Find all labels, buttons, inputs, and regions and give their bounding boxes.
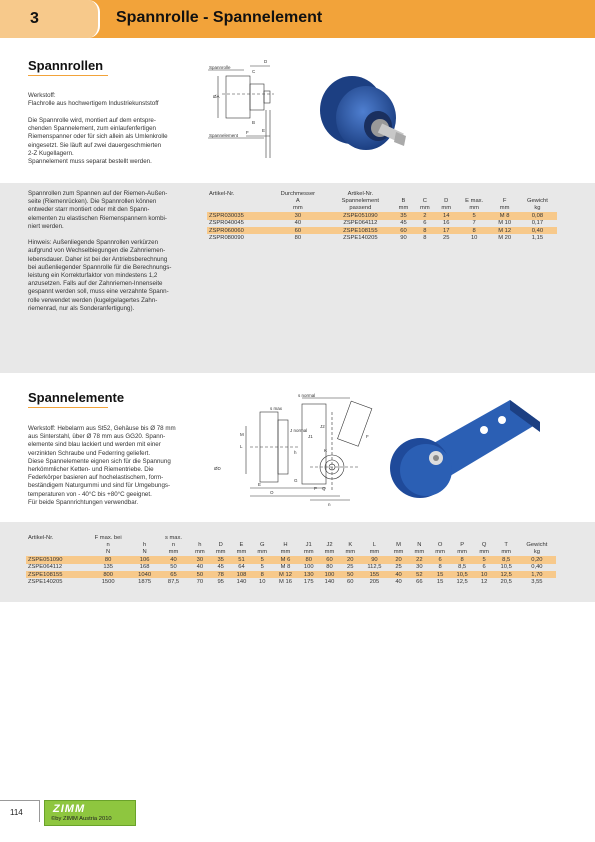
table-cell: 175: [303, 579, 314, 586]
table-row: [26, 556, 556, 563]
table-cell: [361, 534, 388, 541]
table-cell: mm: [499, 205, 510, 212]
section-title-rollen: Spannrollen: [28, 58, 108, 76]
table-cell: D: [444, 198, 449, 205]
table-cell: 35: [393, 212, 414, 219]
table-cell: [26, 549, 85, 556]
info-line: bei außenliegender Spannrolle für die Berechnungs-: [28, 263, 172, 271]
table-unit-row: [207, 205, 557, 212]
table-cell: 40: [196, 564, 204, 571]
table-cell: 64: [238, 564, 245, 571]
table-cell: J1: [305, 542, 312, 549]
label-n: n: [328, 502, 331, 507]
table-cell: 0,17: [531, 220, 544, 227]
label-p: P: [314, 486, 318, 491]
table-cell: 6: [482, 564, 486, 571]
info-line: Spannrollen zum Spannen auf der Riemen-Außen-: [28, 190, 168, 197]
table-cell: mm: [257, 549, 268, 556]
info-line: seite (Riemenrücken). Die Spannrollen können: [28, 198, 157, 206]
table-cell: F: [502, 198, 507, 205]
table-cell: mm: [501, 549, 512, 556]
desc-line: Diese Spannelemente eignen sich für die Spannung: [28, 457, 171, 465]
table-cell: [273, 534, 299, 541]
table-cell: ZSPE108155: [328, 227, 393, 234]
table-cell: 90: [400, 235, 407, 242]
table-row: [207, 227, 557, 234]
table-cell: 10: [470, 235, 478, 242]
table-cell: 7: [472, 220, 476, 227]
table-cell: kg: [534, 205, 541, 212]
table-cell: M 8: [280, 564, 291, 571]
table-cell: Gewicht: [526, 542, 548, 549]
table-cell: 1,15: [531, 235, 544, 242]
table-cell: M 10: [498, 220, 512, 227]
table-cell: 10: [259, 579, 266, 586]
table-header-row: [207, 197, 557, 204]
desc-line: beständigem Naturgummi und sind für Umgebungs-: [28, 482, 171, 490]
table-cell: O: [437, 542, 443, 549]
table-cell: mm: [293, 205, 303, 212]
rollen-material: [28, 92, 208, 108]
table-cell: ZSPE051090: [328, 212, 393, 219]
table-cell: [319, 534, 340, 541]
table-cell: E: [239, 542, 244, 549]
table-cell: kg: [533, 549, 540, 556]
table-cell: mm: [398, 205, 409, 212]
info-line: riemenrad, nur als Sonderanfertigung).: [28, 304, 135, 312]
table-cell: ZSPE064112: [343, 220, 378, 227]
table-cell: [491, 190, 517, 197]
label-l: L: [240, 444, 243, 449]
table-cell: 80: [298, 556, 319, 563]
table-cell: [340, 534, 361, 541]
info-line: leistung ein Korrekturfaktor von mindestens 1,2: [28, 272, 158, 280]
table-cell: Artikel-Nr.: [28, 534, 54, 541]
zimm-logo: [44, 800, 136, 826]
table-cell: [207, 197, 268, 204]
table-cell: mm: [469, 205, 479, 212]
table-cell: 70: [196, 579, 204, 586]
table-cell: 8: [414, 227, 435, 234]
desc-line: Spannelement muss separat bestellt werden.: [28, 158, 152, 166]
table-cell: n: [106, 542, 110, 549]
table-cell: M 12: [491, 227, 517, 234]
table-row: [207, 220, 557, 227]
table-cell: h: [198, 542, 202, 549]
table-cell: L: [372, 542, 377, 549]
table-cell: 140: [324, 579, 335, 586]
label-m: M: [240, 432, 244, 437]
copyright: ©by ZIMM Austria 2010: [51, 816, 112, 822]
table-cell: 80: [294, 235, 302, 242]
table-cell: 30: [190, 556, 211, 563]
table-cell: B: [401, 198, 406, 205]
label-d: D: [264, 59, 268, 64]
table-cell: 60: [268, 227, 328, 234]
table-cell: 60: [347, 579, 354, 586]
desc-line: aus Sinterstahl, über Ø 78 mm aus GG20. Spann-: [28, 433, 166, 441]
table-cell: 45: [400, 220, 407, 227]
table-cell: ZSPE108155: [26, 571, 85, 578]
table-row: [26, 578, 556, 585]
table-cell: mm: [324, 549, 335, 556]
desc-line: eingesetzt. Sie läuft auf zwei dauergeschmierten: [28, 141, 162, 149]
table-cell: 10,5: [500, 564, 512, 571]
table-header-row: [26, 541, 556, 548]
table-header-row: [207, 190, 557, 197]
table-cell: ZSPR080090: [209, 235, 244, 242]
table-cell: Gewicht: [526, 198, 548, 205]
desc-line: Federkörper basieren auf hochelastischem, form-: [28, 474, 164, 482]
label-f: F: [246, 130, 249, 135]
table-cell: 0,20: [518, 556, 556, 563]
label-j2: J2: [320, 424, 325, 429]
table-cell: [132, 534, 158, 541]
table-cell: [26, 541, 85, 548]
label-h: h: [294, 450, 297, 455]
desc-line: temperaturen von - 40°C bis +80°C geeignet.: [28, 490, 152, 498]
table-cell: N: [417, 542, 422, 549]
table-cell: mm: [420, 205, 430, 212]
table-cell: 20: [340, 556, 361, 563]
info-line: elementen zu elastischen Riemenspannern kombi-: [28, 214, 167, 222]
table-cell: 155: [361, 571, 388, 578]
label-jnormal: J normal: [290, 428, 308, 433]
table-cell: [207, 205, 268, 212]
table-cell: 16: [443, 220, 450, 227]
table-cell: [298, 534, 319, 541]
table-cell: 135: [103, 564, 113, 571]
table-cell: ZSPE064112: [28, 564, 63, 571]
table-cell: 15: [430, 571, 451, 578]
table-cell: [190, 534, 211, 541]
table-cell: 65: [157, 571, 189, 578]
table-cell: M 6: [273, 556, 299, 563]
table-cell: 8: [252, 571, 273, 578]
table-cell: 30: [416, 564, 423, 571]
table-cell: 40: [157, 556, 189, 563]
material-label: Werkstoff:: [28, 92, 56, 99]
table-cell: 108: [231, 571, 252, 578]
table-cell: T: [504, 542, 508, 549]
table-cell: mm: [479, 549, 489, 556]
table-cell: [414, 190, 435, 197]
table-cell: n: [171, 542, 176, 549]
table-cell: passend: [349, 205, 372, 212]
table-cell: 45: [217, 564, 224, 571]
table-cell: 1500: [101, 579, 115, 586]
table-cell: A: [295, 198, 300, 205]
table-cell: 50: [170, 564, 177, 571]
table-cell: 78: [210, 571, 231, 578]
table-cell: 8: [438, 564, 442, 571]
table-cell: [210, 534, 231, 541]
table-cell: 35: [210, 556, 231, 563]
table-cell: s max.: [164, 534, 183, 541]
table-cell: H: [283, 542, 288, 549]
table-cell: 800: [85, 571, 132, 578]
table-cell: N: [106, 549, 111, 556]
table-cell: [388, 534, 409, 541]
info-line: [28, 231, 208, 239]
table-cell: J2: [326, 542, 333, 549]
section-title-elemente: Spannelemente: [28, 390, 124, 408]
table-cell: 51: [231, 556, 252, 563]
table-cell: 8: [457, 227, 492, 234]
table-header-row: [26, 534, 556, 541]
desc-line: 2-Z Kugellagern.: [28, 149, 74, 157]
info-line: anzusetzen. Falls auf der Zahnriemen-Innenseite: [28, 280, 163, 288]
table-cell: 12: [480, 579, 488, 586]
table-row: [26, 564, 556, 571]
table-cell: ZSPE140205: [343, 235, 378, 242]
table-cell: E max.: [465, 198, 484, 205]
table-cell: 1040: [132, 571, 158, 578]
table-cell: mm: [435, 549, 445, 556]
table-cell: mm: [195, 549, 205, 556]
table-cell: N: [142, 549, 147, 556]
table-cell: 6: [430, 556, 451, 563]
table-cell: 20: [388, 556, 409, 563]
table-cell: 8: [451, 556, 474, 563]
table-cell: 95: [217, 579, 224, 586]
table-cell: ZSPR040045: [209, 220, 244, 227]
table-cell: 66: [416, 579, 423, 586]
table-cell: M 12: [273, 571, 299, 578]
table-cell: mm: [236, 549, 247, 556]
table-cell: 5: [252, 556, 273, 563]
table-cell: mm: [345, 549, 356, 556]
info-line: lebensdauer. Daher ist bei der Antriebsberechnung: [28, 255, 168, 263]
table-cell: 52: [409, 571, 430, 578]
table-cell: 1875: [138, 579, 152, 586]
desc-line: verzinkten Schraube und Federring geliefert.: [28, 449, 151, 457]
table-cell: 25: [347, 564, 354, 571]
table-cell: 205: [369, 579, 380, 586]
desc-line: Riemenspanner oder für sich allein als Umlenkrolle: [28, 133, 168, 141]
table-cell: G: [259, 542, 265, 549]
page-number: 114: [0, 800, 40, 822]
table-cell: Durchmesser: [280, 190, 316, 197]
label-f: F: [366, 434, 369, 439]
table-cell: [231, 534, 252, 541]
table-cell: 60: [319, 556, 340, 563]
table-row: [26, 571, 556, 578]
table-cell: 50: [340, 571, 361, 578]
table-cell: 112,5: [367, 564, 382, 571]
desc-line: chenden Spannelement, zum einlaufenfertigen: [28, 125, 156, 133]
table-cell: h: [143, 542, 147, 549]
table-cell: 8,5: [458, 564, 467, 571]
table-cell: 12,5: [495, 571, 518, 578]
table-cell: C: [422, 198, 427, 205]
table-cell: M 16: [279, 579, 292, 586]
table-cell: Artikel-Nr.: [347, 190, 374, 197]
table-cell: 17: [436, 227, 457, 234]
table-cell: M 20: [498, 235, 512, 242]
table-cell: mm: [303, 549, 314, 556]
info-line: Hinweis: Außenliegende Spannrollen verkürzen: [28, 239, 159, 247]
table-cell: 3,55: [531, 579, 543, 586]
table-cell: 10: [474, 571, 495, 578]
table-cell: K: [348, 542, 353, 549]
spannrolle-photo: [310, 68, 410, 163]
table-cell: Spannelement: [341, 198, 380, 205]
table-cell: [409, 534, 430, 541]
material-text: Flachrolle aus hochwertigem Industriekunststoff: [28, 100, 159, 108]
table-cell: 40: [395, 579, 402, 586]
page-title: Spannrolle - Spannelement: [116, 9, 323, 26]
table-cell: [474, 534, 495, 541]
table-cell: M 8: [491, 212, 517, 219]
spannelement-drawing: [210, 392, 380, 512]
label-snormal: s normal: [298, 393, 316, 398]
table-cell: 12,5: [456, 579, 468, 586]
table-cell: 25: [395, 564, 402, 571]
label-a: ØA: [213, 94, 220, 99]
info-line: gespannt werden soll, muss eine verzahnte Spann-: [28, 288, 169, 296]
table-cell: 90: [361, 556, 388, 563]
table-cell: [393, 190, 414, 197]
label-g: G: [294, 478, 298, 483]
desc-line: Werkstoff: Hebelarm aus St52, Gehäuse bis Ø 78 mm: [28, 425, 176, 432]
info-line: aufgrund von Wechselbiegungen die Zahnriemen-: [28, 247, 166, 255]
desc-line: Für beide Spannrichtungen verwendbar.: [28, 498, 139, 506]
table-cell: [252, 534, 273, 541]
label-e: E: [262, 128, 266, 133]
table-cell: 5: [474, 556, 495, 563]
table-cell: mm: [280, 549, 291, 556]
label-b: B: [252, 120, 256, 125]
spannelement-photo: [380, 392, 555, 507]
label-smax: s max: [270, 406, 283, 411]
table-cell: mm: [393, 549, 404, 556]
table-cell: 14: [436, 212, 457, 219]
table-cell: Q: [481, 542, 487, 549]
table-cell: 8,5: [495, 556, 518, 563]
desc-line: Die Spannrolle wird, montiert auf dem entspre-: [28, 117, 156, 124]
table-cell: 0,08: [518, 212, 557, 219]
table-cell: 25: [443, 235, 450, 242]
label-spannrolle: Spannrolle: [209, 65, 231, 70]
table-row: [207, 234, 557, 241]
table-cell: 22: [409, 556, 430, 563]
table-cell: ZSPR030035: [207, 212, 268, 219]
table-cell: ZSPE140205: [28, 579, 63, 586]
rollen-info: [28, 190, 208, 313]
table-cell: [457, 190, 492, 197]
label-j1: J1: [308, 434, 313, 439]
table-cell: 80: [326, 564, 333, 571]
table-cell: Artikel-Nr.: [209, 190, 235, 197]
rollen-description: [28, 117, 208, 166]
table-cell: 140: [236, 579, 247, 586]
label-e: E: [258, 482, 262, 487]
table-cell: mm: [168, 549, 179, 556]
label-spannelement: Spannelement: [209, 133, 239, 138]
table-cell: mm: [369, 549, 380, 556]
table-cell: mm: [414, 549, 425, 556]
label-k: K: [324, 448, 328, 453]
logo-text: ZIMM: [53, 803, 86, 815]
table-cell: 40: [388, 571, 409, 578]
table-unit-row: [26, 549, 556, 556]
table-cell: 10,5: [451, 571, 474, 578]
table-cell: 100: [303, 564, 314, 571]
spannrolle-drawing: [206, 58, 276, 163]
rollen-table: [207, 190, 557, 242]
table-cell: 15: [436, 579, 444, 586]
table-cell: [436, 190, 457, 197]
chapter-number: 3: [30, 10, 39, 27]
table-cell: 5: [457, 212, 492, 219]
label-d: ØD: [214, 466, 221, 471]
table-row: [207, 212, 557, 219]
table-cell: M: [396, 542, 401, 549]
table-cell: 6: [423, 220, 427, 227]
info-line: entweder starr montiert oder mit den Spann-: [28, 206, 150, 214]
label-q: Q: [322, 486, 326, 491]
table-cell: ZSPE051090: [26, 556, 85, 563]
table-cell: 2: [414, 212, 435, 219]
table-cell: ZSPR060060: [207, 227, 268, 234]
table-cell: 20,5: [500, 579, 512, 586]
info-line: niert werden.: [28, 222, 64, 230]
table-cell: P: [460, 542, 465, 549]
table-cell: 100: [319, 571, 340, 578]
table-cell: 80: [85, 556, 132, 563]
label-o: O: [270, 490, 274, 495]
table-cell: 168: [139, 564, 150, 571]
table-cell: 0,40: [531, 564, 543, 571]
info-line: rolle verwendet werden (kugelgelagertes Zahn-: [28, 296, 158, 304]
elemente-table: [26, 534, 556, 586]
desc-line: herkömmlicher Ketten- und Riementriebe. Die: [28, 466, 154, 474]
table-cell: 87,5: [167, 579, 180, 586]
chapter-tab: [0, 0, 100, 38]
elemente-description: [28, 425, 228, 507]
table-cell: mm: [215, 549, 226, 556]
table-cell: 40: [294, 220, 302, 227]
table-cell: F max. bei: [94, 534, 122, 541]
table-cell: 60: [393, 227, 414, 234]
table-cell: 50: [190, 571, 211, 578]
table-cell: 130: [298, 571, 319, 578]
table-cell: 8: [423, 235, 427, 242]
table-cell: [430, 534, 451, 541]
table-cell: 1,70: [518, 571, 556, 578]
table-cell: mm: [457, 549, 467, 556]
table-cell: 0,40: [518, 227, 557, 234]
table-cell: 30: [268, 212, 328, 219]
label-c: C: [252, 69, 256, 74]
desc-line: elemente sind blau lackiert und werden mit einer: [28, 441, 161, 449]
table-cell: D: [218, 542, 223, 549]
table-cell: mm: [441, 205, 452, 212]
table-cell: [451, 534, 474, 541]
table-cell: 106: [132, 556, 158, 563]
table-cell: 5: [260, 564, 264, 571]
